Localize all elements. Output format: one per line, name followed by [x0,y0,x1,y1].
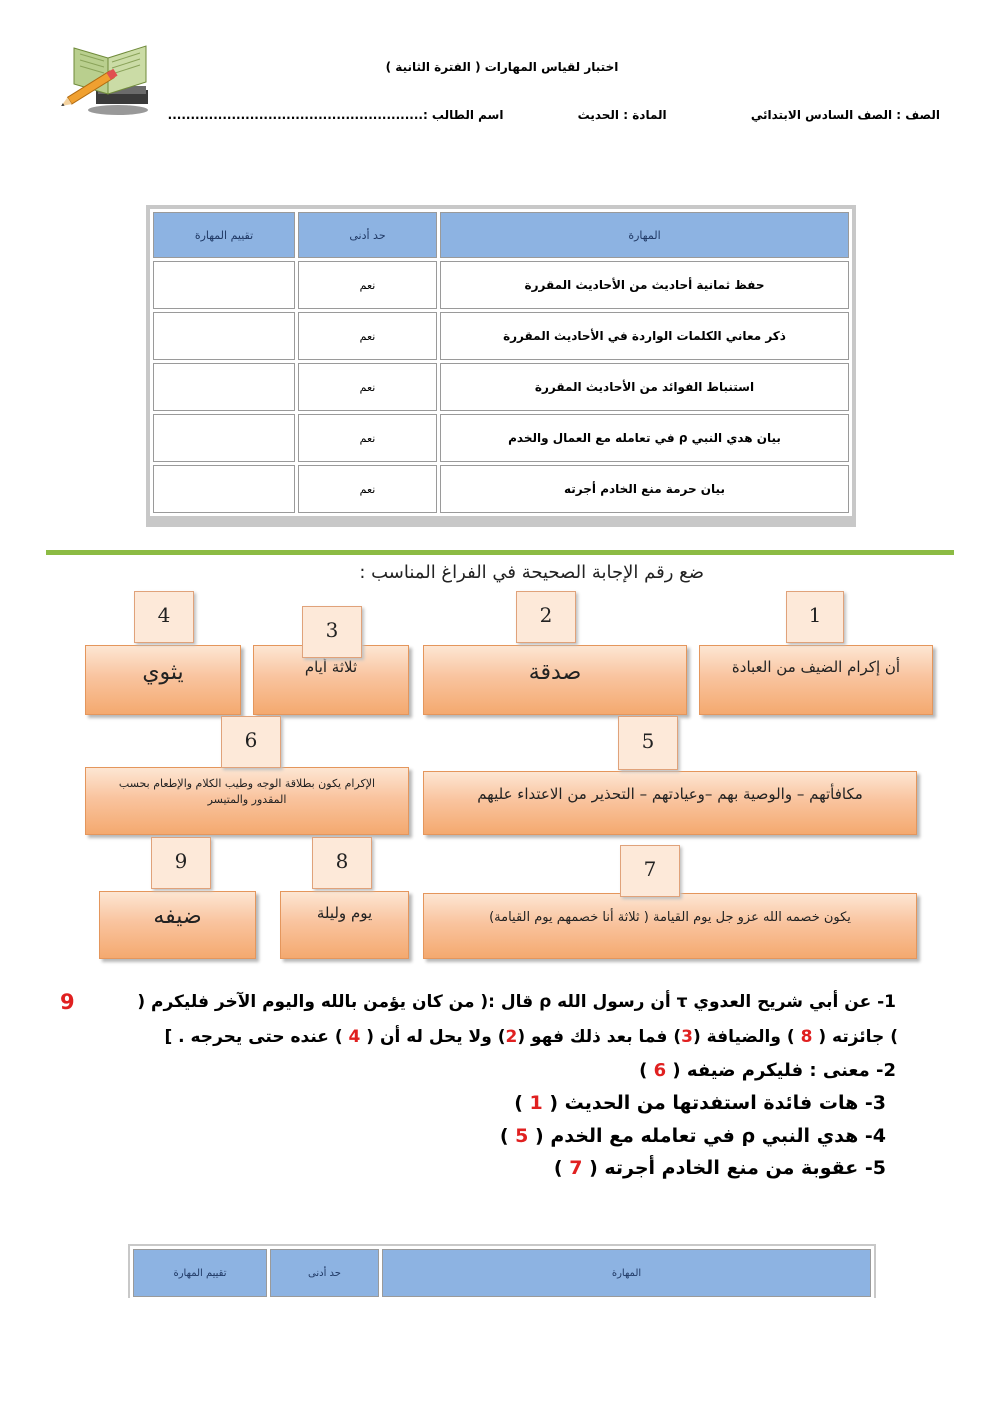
section-divider [46,550,954,555]
question-5: 5- عقوبة من منع الخادم أجرته ( 7 ) [553,1157,886,1179]
answer-text: ثلاثة أيام [304,658,358,676]
rho-symbol: ρ [539,992,552,1012]
header-min: حد أدنى [270,1249,379,1297]
answer-q1-blank-1: 9 [60,990,75,1014]
answer-text: يكون خصمه الله عزو جل يوم القيامة ( ثلاثة أنا خصمهم يوم القيامة) [489,910,851,925]
answer-box-7 [423,893,917,959]
table-row [153,465,849,513]
answer-q1-blank-2: 8 [800,1027,813,1047]
table-row [153,312,849,360]
answer-text: يوم وليلة [316,904,373,922]
answer-box-1 [699,645,933,715]
answer-box-9 [99,891,256,959]
answer-box-2 [423,645,687,715]
number-tag-1: 1 [786,591,844,643]
skill-cell: استنباط الفوائد من الأحاديث المقررة [440,363,849,411]
answer-box-6 [85,767,409,835]
question-2: 2- معنى : فليكرم ضيفه ( 6 ) [639,1060,896,1081]
header-min: حد أدنى [298,212,437,258]
table-row [153,363,849,411]
answer-text: يثوي [142,660,184,685]
answer-q1-blank-5: 4 [348,1027,361,1047]
number-tag-6: 6 [221,716,281,768]
table-row [153,414,849,462]
answer-text: مكافأتهم – والوصية بهم –وعيادتهم – التحذير من الاعتداء عليهم [477,785,863,803]
instruction-text: ضع رقم الإجابة الصحيحة في الفراغ المناسب : [359,562,704,583]
eval-cell[interactable] [153,465,295,513]
skill-cell: ذكر معاني الكلمات الواردة في الأحاديث المقررة [440,312,849,360]
answer-q3: 1 [529,1092,543,1114]
number-tag-7: 7 [620,845,680,897]
skills-table-2 [128,1244,876,1298]
answer-q5: 7 [569,1157,583,1179]
tau-symbol: τ [676,992,688,1012]
number-tag-9: 9 [151,837,211,889]
answer-q4: 5 [515,1125,529,1147]
skill-cell: بيان هدي النبي ρ في تعامله مع العمال والخدم [440,414,849,462]
question-3: 3- هات فائدة استفدتها من الحديث ( 1 ) [514,1092,886,1114]
number-tag-2: 2 [516,591,576,643]
min-cell: نعم [298,312,437,360]
answer-q1-blank-3: 3 [681,1027,693,1047]
answer-text: الإكرام يكون بطلاقة الوجه وطيب الكلام والإطعام بحسب المقدور والمتيسر [118,777,376,806]
skills-table-1 [146,205,856,527]
answer-text: ضيفه [153,904,202,929]
header-info [110,108,940,122]
min-cell: نعم [298,261,437,309]
eval-cell[interactable] [153,312,295,360]
student-name-field[interactable]: اسم الطالب :........................................................ [167,108,504,122]
min-cell: نعم [298,414,437,462]
min-cell: نعم [298,363,437,411]
book-pencil-logo [60,38,152,118]
question-1-line-2: ) جائزته ( 8 ) والضيافة (3) فما بعد ذلك فهو (2) ولا يحل له أن ( 4 ) عنده حتى يحرجه . ] [164,1027,898,1047]
skill-cell: بيان حرمة منع الخادم أجرته [440,465,849,513]
answer-box-8 [280,891,409,959]
eval-cell[interactable] [153,414,295,462]
answer-q1-blank-4: 2 [505,1027,518,1047]
question-4: 4- هدي النبي ρ في تعامله مع الخدم ( 5 ) [499,1125,886,1147]
subject-label: المادة : الحديث [577,108,667,122]
header-skill: المهارة [440,212,849,258]
answer-q2: 6 [653,1060,667,1081]
number-tag-3: 3 [302,606,362,658]
rho-symbol: ρ [741,1125,756,1147]
answer-text: أن إكرام الضيف من العبادة [731,658,901,676]
exam-title: اختبار لقياس المهارات ( الفترة الثانية ) [385,60,619,74]
min-cell: نعم [298,465,437,513]
grade-label: الصف : الصف السادس الابتدائي [750,108,940,122]
skill-cell: حفظ ثمانية أحاديث من الأحاديث المقررة [440,261,849,309]
answer-box-5 [423,771,917,835]
header-eval: تقييم المهارة [133,1249,267,1297]
number-tag-5: 5 [618,716,678,770]
number-tag-8: 8 [312,837,372,889]
header-skill: المهارة [382,1249,871,1297]
eval-cell[interactable] [153,363,295,411]
answer-text: صدقة [528,660,582,685]
question-1-line-1: 1- عن أبي شريح العدوي τ أن رسول الله ρ قال :( من كان يؤمن بالله واليوم الآخر فليكرم ( [137,992,896,1012]
header-eval: تقييم المهارة [153,212,295,258]
table-row [153,261,849,309]
number-tag-4: 4 [134,591,194,643]
eval-cell[interactable] [153,261,295,309]
answer-box-4 [85,645,241,715]
